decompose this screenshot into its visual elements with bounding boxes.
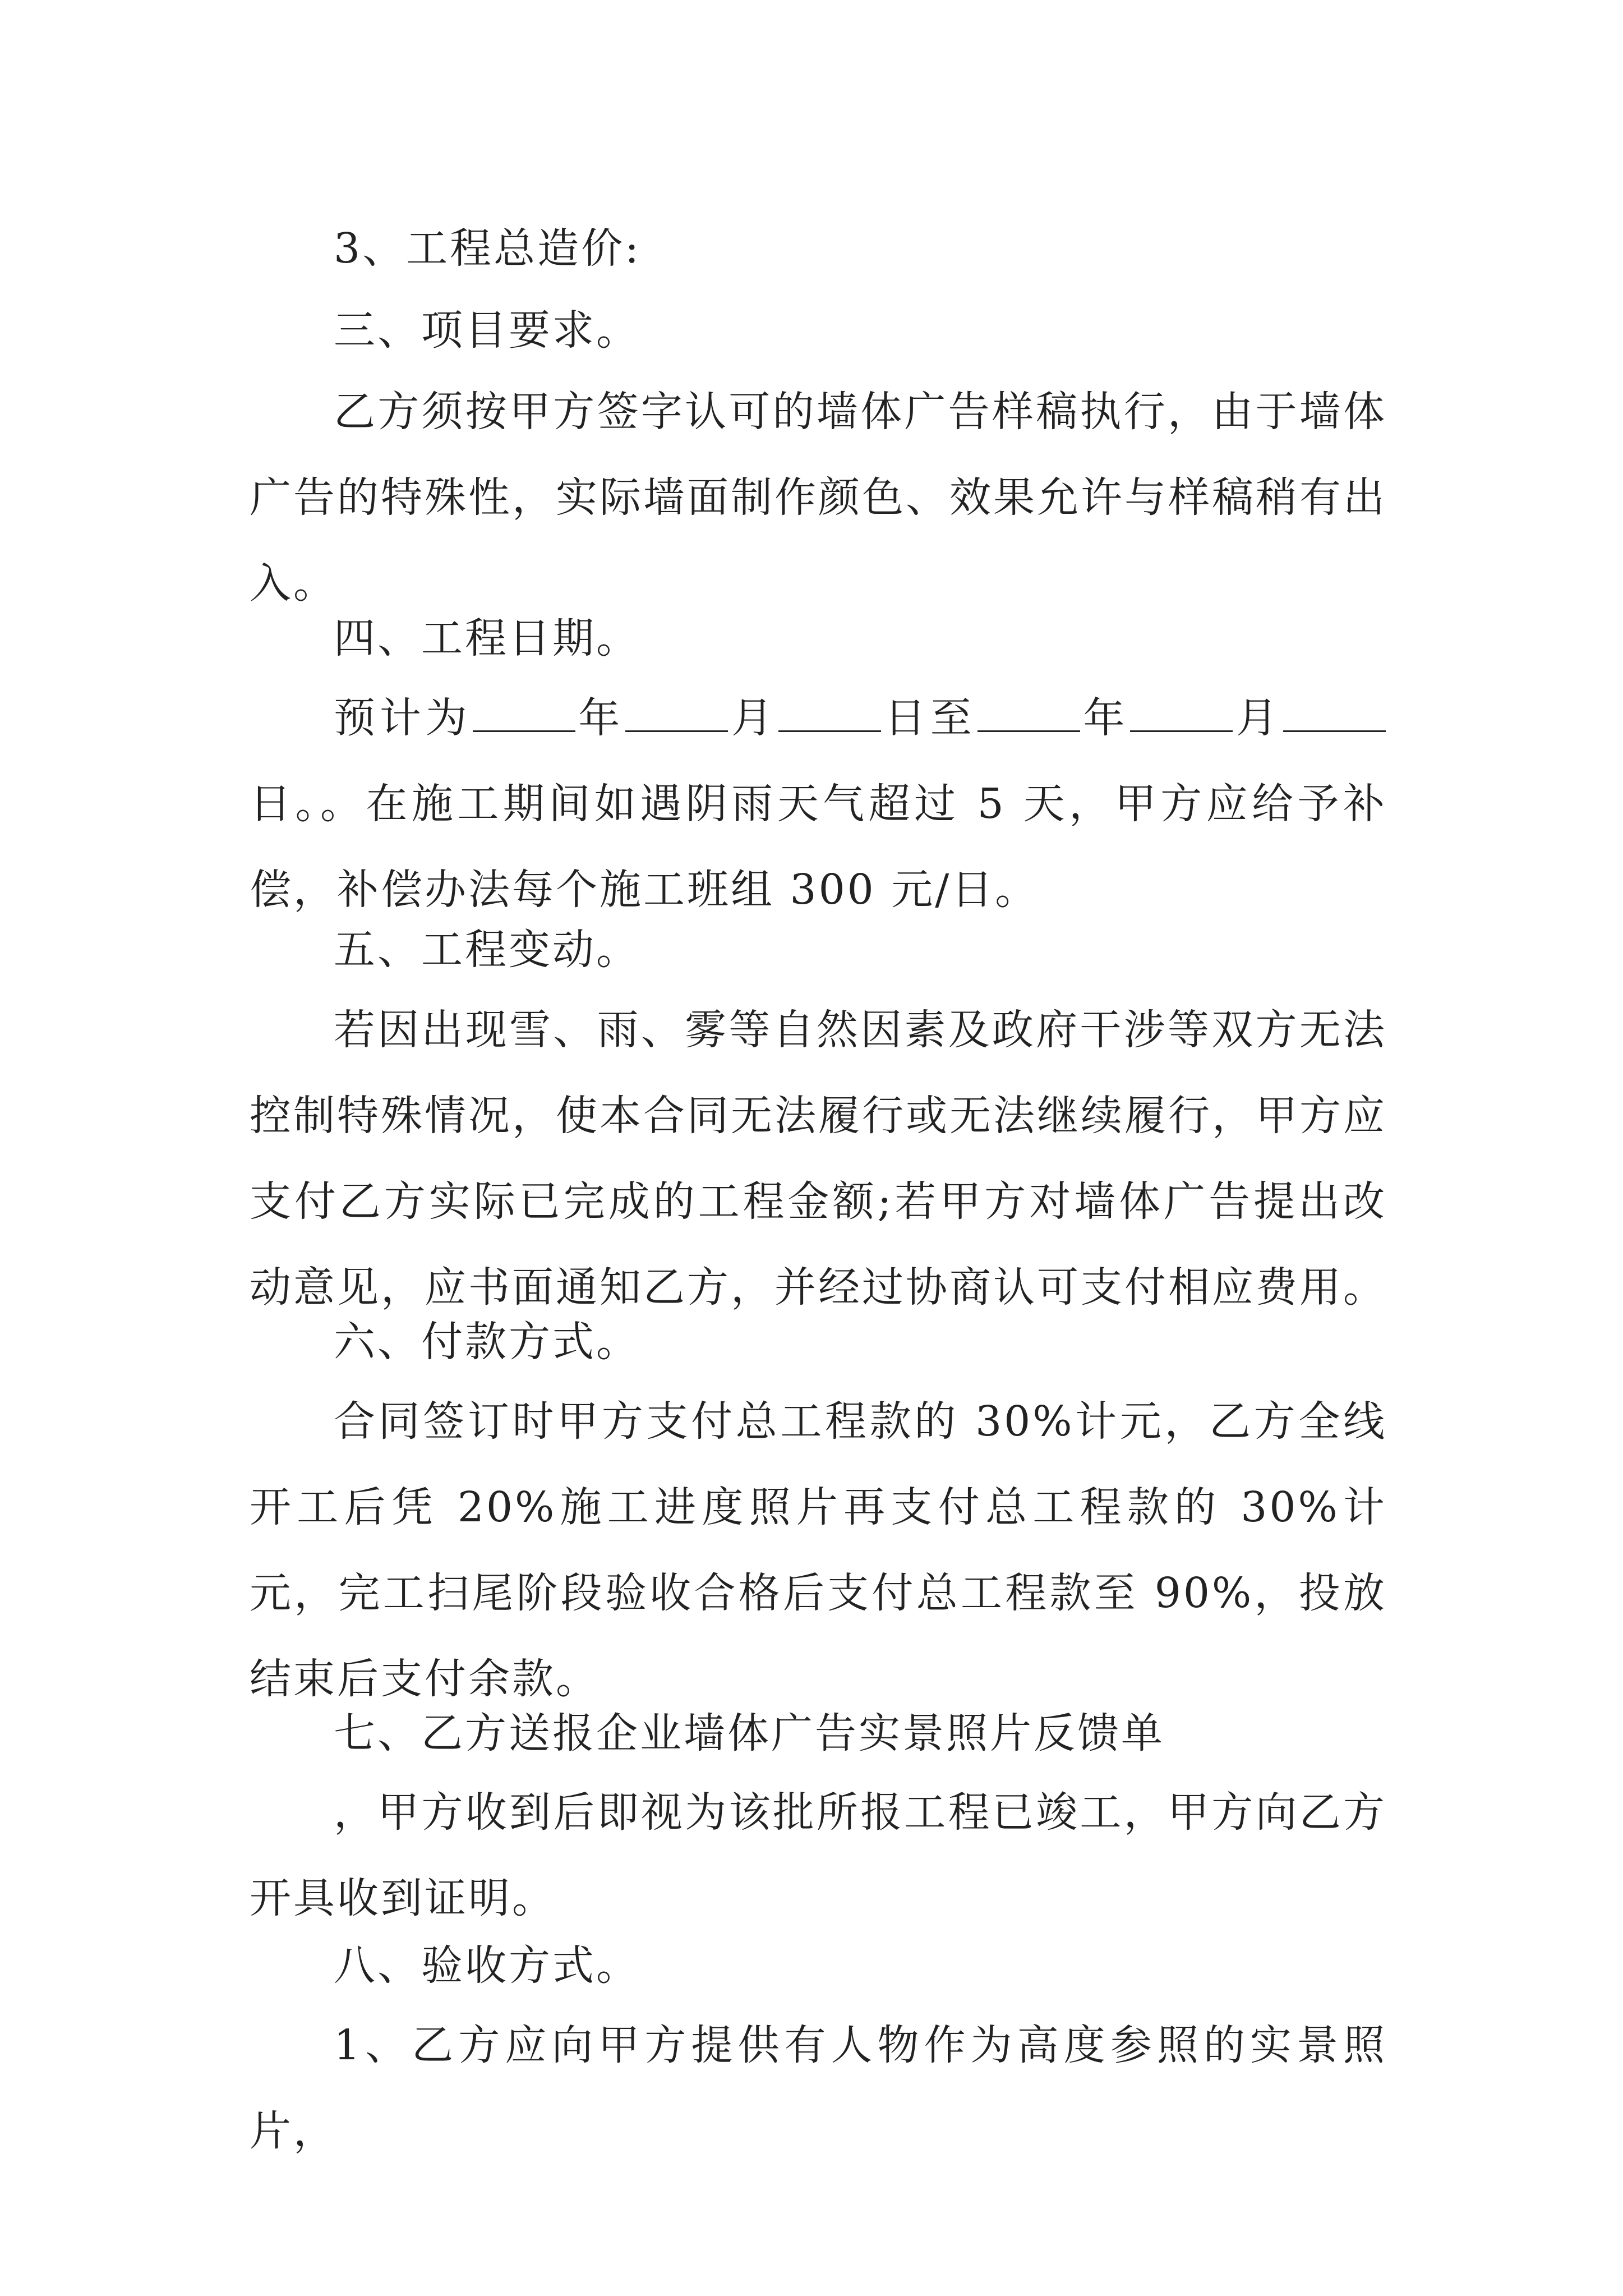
heading-project-changes: 五、工程变动。 [334,926,640,974]
paragraph-acceptance-1: 1、乙方应向甲方提供有人物作为高度参照的实景照片， [250,2021,1387,2155]
dates-unit-month: 月 [729,694,778,742]
paragraph-requirements: 乙方须按甲方签字认可的墙体广告样稿执行，由于墙体广告的特殊性，实际墙面制作颜色、效果允许与样稿稍有出入。 [250,388,1387,608]
blank-year-end [978,691,1080,732]
heading-acceptance-method: 八、验收方式。 [334,1941,640,1990]
dates-unit-day-to: 日至 [882,694,976,742]
paragraph-dates [250,675,1387,933]
heading-project-dates: 四、工程日期。 [334,614,640,662]
dates-suffix: 日。。在施工期间如遇阴雨天气超过 5 天，甲方应给予补偿，补偿办法每个施工班组 300 元/日。 [250,780,1387,914]
blank-month-start [625,691,728,732]
heading-project-requirements: 三、项目要求。 [334,306,640,355]
paragraph-changes: 若因出现雪、雨、雾等自然因素及政府干涉等双方无法控制特殊情况，使本合同无法履行或无法继续履行，甲方应支付乙方实际已完成的工程金额;若甲方对墙体广告提出改动意见，应书面通知乙方，并经过协商认可支付相应费用。 [250,1006,1387,1312]
blank-day-end [1283,691,1386,732]
blank-day-start [778,691,881,732]
blank-month-end [1130,691,1233,732]
dates-prefix: 预计为 [334,694,472,742]
dates-unit-year: 年 [576,694,625,742]
paragraph-payment: 合同签订时甲方支付总工程款的 30%计元，乙方全线开工后凭 20%施工进度照片再支付总工程款的 30%计元，完工扫尾阶段验收合格后支付总工程款至 90%，投放结束后支付余款。 [250,1397,1387,1703]
blank-year-start [473,691,575,732]
heading-payment-method: 六、付款方式。 [334,1318,640,1366]
dates-unit-year-2: 年 [1081,694,1129,742]
paragraph-total-cost: 3、工程总造价: [334,224,642,273]
heading-photo-feedback: 七、乙方送报企业墙体广告实景照片反馈单 [334,1709,1165,1757]
paragraph-photo-feedback: ，甲方收到后即视为该批所报工程已竣工，甲方向乙方开具收到证明。 [250,1788,1387,1922]
dates-unit-month-2: 月 [1234,694,1283,742]
